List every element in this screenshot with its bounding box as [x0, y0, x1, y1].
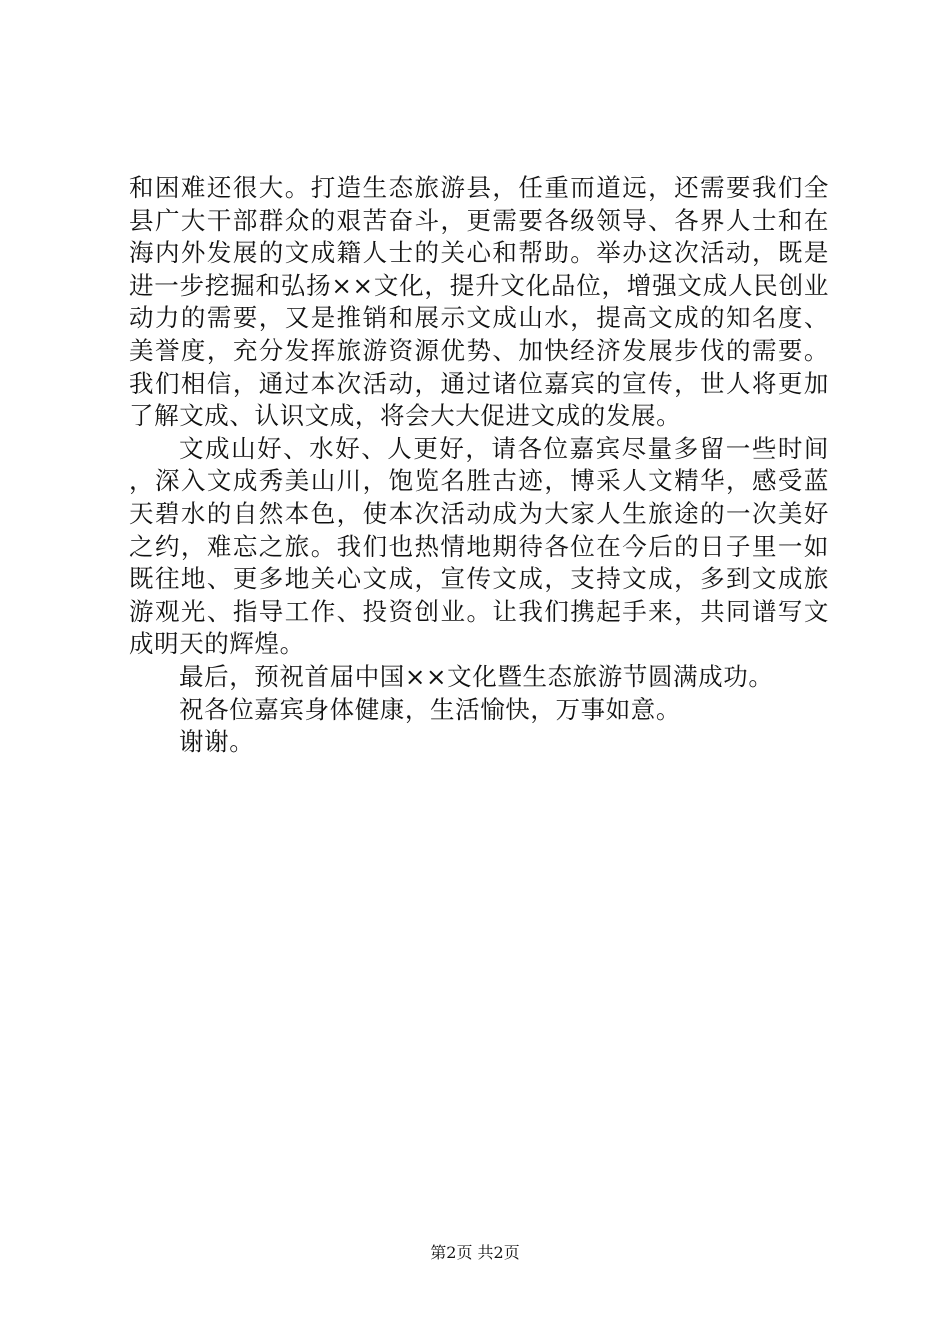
page-footer — [0, 1243, 950, 1263]
document-body — [129, 172, 829, 759]
paragraph-blessing: 祝各位嘉宾身体健康，生活愉快，万事如意。 — [179, 694, 681, 724]
paragraph-closing-wish: 最后，预祝首届中国××文化暨生态旅游节圆满成功。 — [179, 661, 774, 691]
paragraph-1: 和困难还很大。打造生态旅游县，任重而道远，还需要我们全县广大干部群众的艰苦奋斗，更需要各级领导、各界人士和在海内外发展的文成籍人士的关心和帮助。举办这次活动，既是进一步挖掘和弘扬××文化，提升文化品位，增强文成人民创业动力的需要，又是推销和展示文成山水，提高文成的知名度、美誉度，充分发挥旅游资源优势、加快经济发展步伐的需要。我们相信，通过本次活动，通过诸位嘉宾的宣传，世人将更加了解文成、认识文成，将会大大促进文成的发展。 — [129, 173, 829, 431]
paragraph-2: 文成山好、水好、人更好，请各位嘉宾尽量多留一些时间，深入文成秀美山川，饱览名胜古迹，博采人文精华，感受蓝天碧水的自然本色，使本次活动成为大家人生旅途的一次美好之约，难忘之旅。我们也热情地期待各位在今后的日子里一如既往地、更多地关心文成，宣传文成，支持文成，多到文成旅游观光、指导工作、投资创业。让我们携起手来，共同谱写文成明天的辉煌。 — [129, 433, 829, 659]
page-number-label: 第2页 共2页 — [430, 1243, 520, 1262]
paragraph-thanks: 谢谢。 — [179, 727, 255, 757]
